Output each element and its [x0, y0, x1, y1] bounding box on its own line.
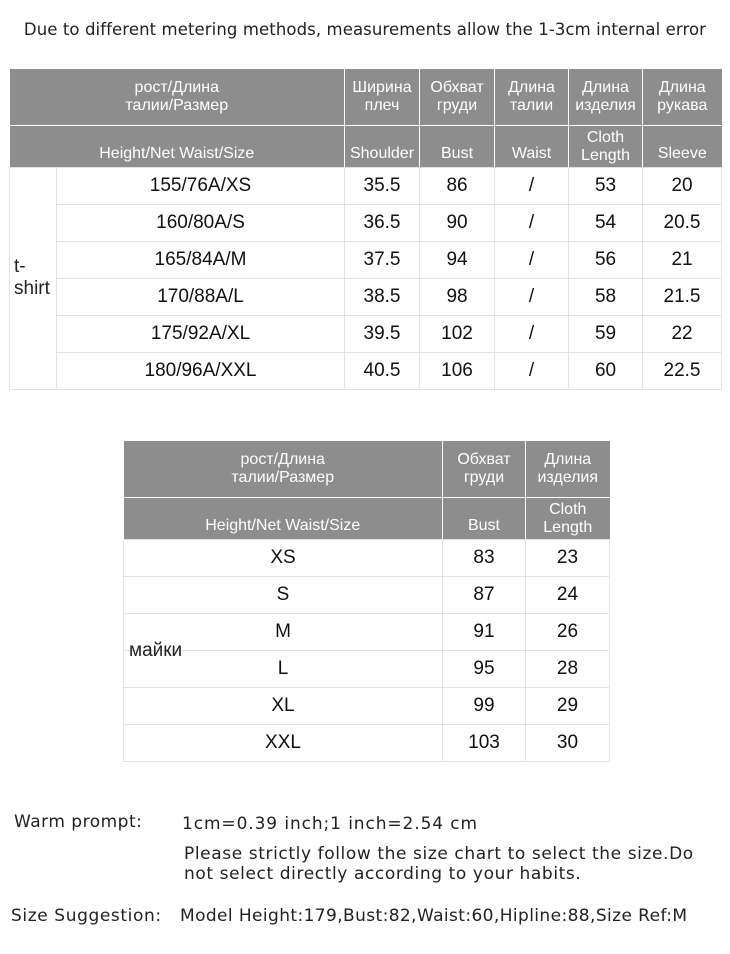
measurement-cell: 60 [569, 352, 643, 389]
measurement-cell: 83 [443, 539, 526, 576]
measurement-cell: 59 [569, 315, 643, 352]
measurement-cell: 56 [569, 241, 643, 278]
header-bust-ru: Обхват груди [443, 441, 526, 497]
measurement-cell: 103 [443, 724, 526, 761]
table-row [10, 278, 722, 315]
table-row [124, 539, 610, 576]
measurement-cell: 23 [526, 539, 610, 576]
table-row [10, 315, 722, 352]
header-length-ru: Длина изделия [569, 69, 643, 125]
category-label: майки [129, 639, 183, 661]
measurement-cell: 36.5 [345, 204, 420, 241]
size-cell: 170/88A/L [57, 278, 345, 315]
table-row [124, 687, 610, 724]
header-length-en: Cloth Length [569, 125, 643, 167]
measurement-cell: 39.5 [345, 315, 420, 352]
measurement-cell: 22 [643, 315, 722, 352]
measurement-cell: 22.5 [643, 352, 722, 389]
measurement-cell: 37.5 [345, 241, 420, 278]
size-cell: 155/76A/XS [57, 167, 345, 204]
measurement-cell: 102 [420, 315, 495, 352]
measurement-cell: 28 [526, 650, 610, 687]
table-row [124, 650, 610, 687]
header-size-en: Height/Net Waist/Size [10, 125, 345, 167]
measurement-cell: / [495, 167, 569, 204]
header-sleeve-en: Sleeve [643, 125, 722, 167]
unit-conversion: 1cm=0.39 inch;1 inch=2.54 cm [182, 814, 479, 834]
size-suggestion-label: Size Suggestion: [11, 906, 162, 926]
measurement-cell: 40.5 [345, 352, 420, 389]
measurement-cell: 30 [526, 724, 610, 761]
measurement-cell: 86 [420, 167, 495, 204]
table-row [10, 167, 722, 204]
measurement-cell: 87 [443, 576, 526, 613]
size-cell: L [124, 650, 443, 687]
size-cell: XL [124, 687, 443, 724]
measurement-cell: 91 [443, 613, 526, 650]
size-cell: XS [124, 539, 443, 576]
header-shoulder-en: Shoulder [345, 125, 420, 167]
measurement-cell: 54 [569, 204, 643, 241]
size-cell: 165/84A/M [57, 241, 345, 278]
size-advice: Please strictly follow the size chart to select the size.Do not select directly according to your habits. [184, 844, 694, 884]
measurement-cell: / [495, 241, 569, 278]
size-suggestion-text: Model Height:179,Bust:82,Waist:60,Hipline:88,Size Ref:M [180, 906, 688, 926]
measurement-cell: 35.5 [345, 167, 420, 204]
size-cell: M майки [124, 613, 443, 650]
measurement-cell: 98 [420, 278, 495, 315]
table-row [10, 352, 722, 389]
measurement-cell: 26 [526, 613, 610, 650]
measurement-cell: 106 [420, 352, 495, 389]
header-waist-en: Waist [495, 125, 569, 167]
header-size-en: Height/Net Waist/Size [124, 497, 443, 539]
category-label: t-shirt [10, 167, 57, 389]
header-bust-en: Bust [420, 125, 495, 167]
measurement-cell: 24 [526, 576, 610, 613]
header-length-ru: Длина изделия [526, 441, 610, 497]
measurement-notice: Due to different metering methods, measurements allow the 1-3cm internal error [23, 20, 707, 39]
measurement-cell: / [495, 278, 569, 315]
warm-prompt-label: Warm prompt: [14, 812, 143, 832]
header-bust-ru: Обхват груди [420, 69, 495, 125]
table-row [10, 241, 722, 278]
measurement-cell: 29 [526, 687, 610, 724]
table-row [124, 724, 610, 761]
measurement-cell: 94 [420, 241, 495, 278]
size-cell: 180/96A/XXL [57, 352, 345, 389]
header-sleeve-ru: Длина рукава [643, 69, 722, 125]
measurement-cell: 20 [643, 167, 722, 204]
size-cell: 175/92A/XL [57, 315, 345, 352]
measurement-cell: / [495, 315, 569, 352]
size-cell: S [124, 576, 443, 613]
header-waist-ru: Длина талии [495, 69, 569, 125]
size-cell: XXL [124, 724, 443, 761]
measurement-cell: 38.5 [345, 278, 420, 315]
measurement-cell: 20.5 [643, 204, 722, 241]
tshirt-size-table [9, 69, 722, 390]
table-row [124, 576, 610, 613]
header-shoulder-ru: Ширина плеч [345, 69, 420, 125]
measurement-cell: 21.5 [643, 278, 722, 315]
header-size-ru: рост/Длина талии/Размер [10, 69, 345, 125]
measurement-cell: 95 [443, 650, 526, 687]
table-row [10, 204, 722, 241]
header-size-ru: рост/Длина талии/Размер [124, 441, 443, 497]
measurement-cell: 58 [569, 278, 643, 315]
tank-top-size-table [123, 441, 610, 762]
table-row [124, 613, 610, 650]
header-length-en: Cloth Length [526, 497, 610, 539]
measurement-cell: / [495, 352, 569, 389]
measurement-cell: / [495, 204, 569, 241]
measurement-cell: 53 [569, 167, 643, 204]
size-cell: 160/80A/S [57, 204, 345, 241]
measurement-cell: 21 [643, 241, 722, 278]
measurement-cell: 99 [443, 687, 526, 724]
header-bust-en: Bust [443, 497, 526, 539]
measurement-cell: 90 [420, 204, 495, 241]
